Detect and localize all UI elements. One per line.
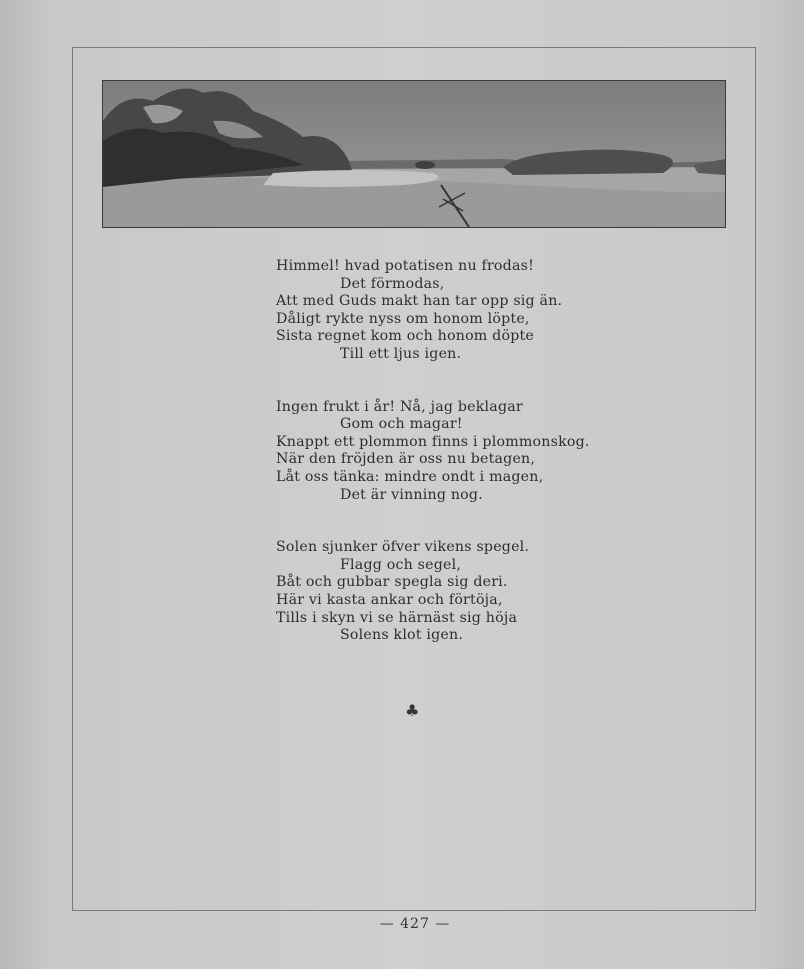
poem bbox=[276, 258, 606, 680]
poem-line: Sista regnet kom och honom döpte bbox=[276, 328, 534, 345]
poem-line: Att med Guds makt han tar opp sig än. bbox=[276, 293, 563, 310]
stanza-2 bbox=[276, 399, 606, 505]
stanza-3 bbox=[276, 539, 606, 645]
landscape-icon bbox=[103, 81, 725, 227]
poem-line: Här vi kasta ankar och förtöja, bbox=[276, 591, 503, 608]
poem-line: Till ett ljus igen. bbox=[340, 345, 462, 362]
poem-line: Båt och gubbar spegla sig deri. bbox=[276, 574, 508, 591]
poem-line: Knappt ett plommon finns i plommonskog. bbox=[276, 433, 590, 450]
poem-line: Låt oss tänka: mindre ondt i magen, bbox=[276, 468, 544, 485]
stanza-1 bbox=[276, 258, 606, 364]
poem-line: När den fröjden är oss nu betagen, bbox=[276, 451, 536, 468]
poem-line: Solen sjunker öfver vikens spegel. bbox=[276, 539, 530, 556]
poem-line: Ingen frukt i år! Nå, jag beklagar bbox=[276, 398, 523, 415]
poem-line: Det förmodas, bbox=[340, 275, 445, 292]
club-ornament-icon: ♣ bbox=[405, 701, 420, 720]
page-number: — 427 — bbox=[379, 916, 451, 932]
landscape-illustration bbox=[102, 80, 726, 228]
poem-line: Det är vinning nog. bbox=[340, 486, 483, 503]
poem-line: Flagg och segel, bbox=[340, 556, 462, 573]
poem-line: Himmel! hvad potatisen nu frodas! bbox=[276, 258, 534, 274]
poem-line: Solens klot igen. bbox=[340, 627, 464, 644]
poem-line: Dåligt rykte nyss om honom löpte, bbox=[276, 310, 530, 327]
poem-line: Tills i skyn vi se härnäst sig höja bbox=[276, 609, 518, 626]
poem-line: Gom och magar! bbox=[340, 416, 463, 433]
